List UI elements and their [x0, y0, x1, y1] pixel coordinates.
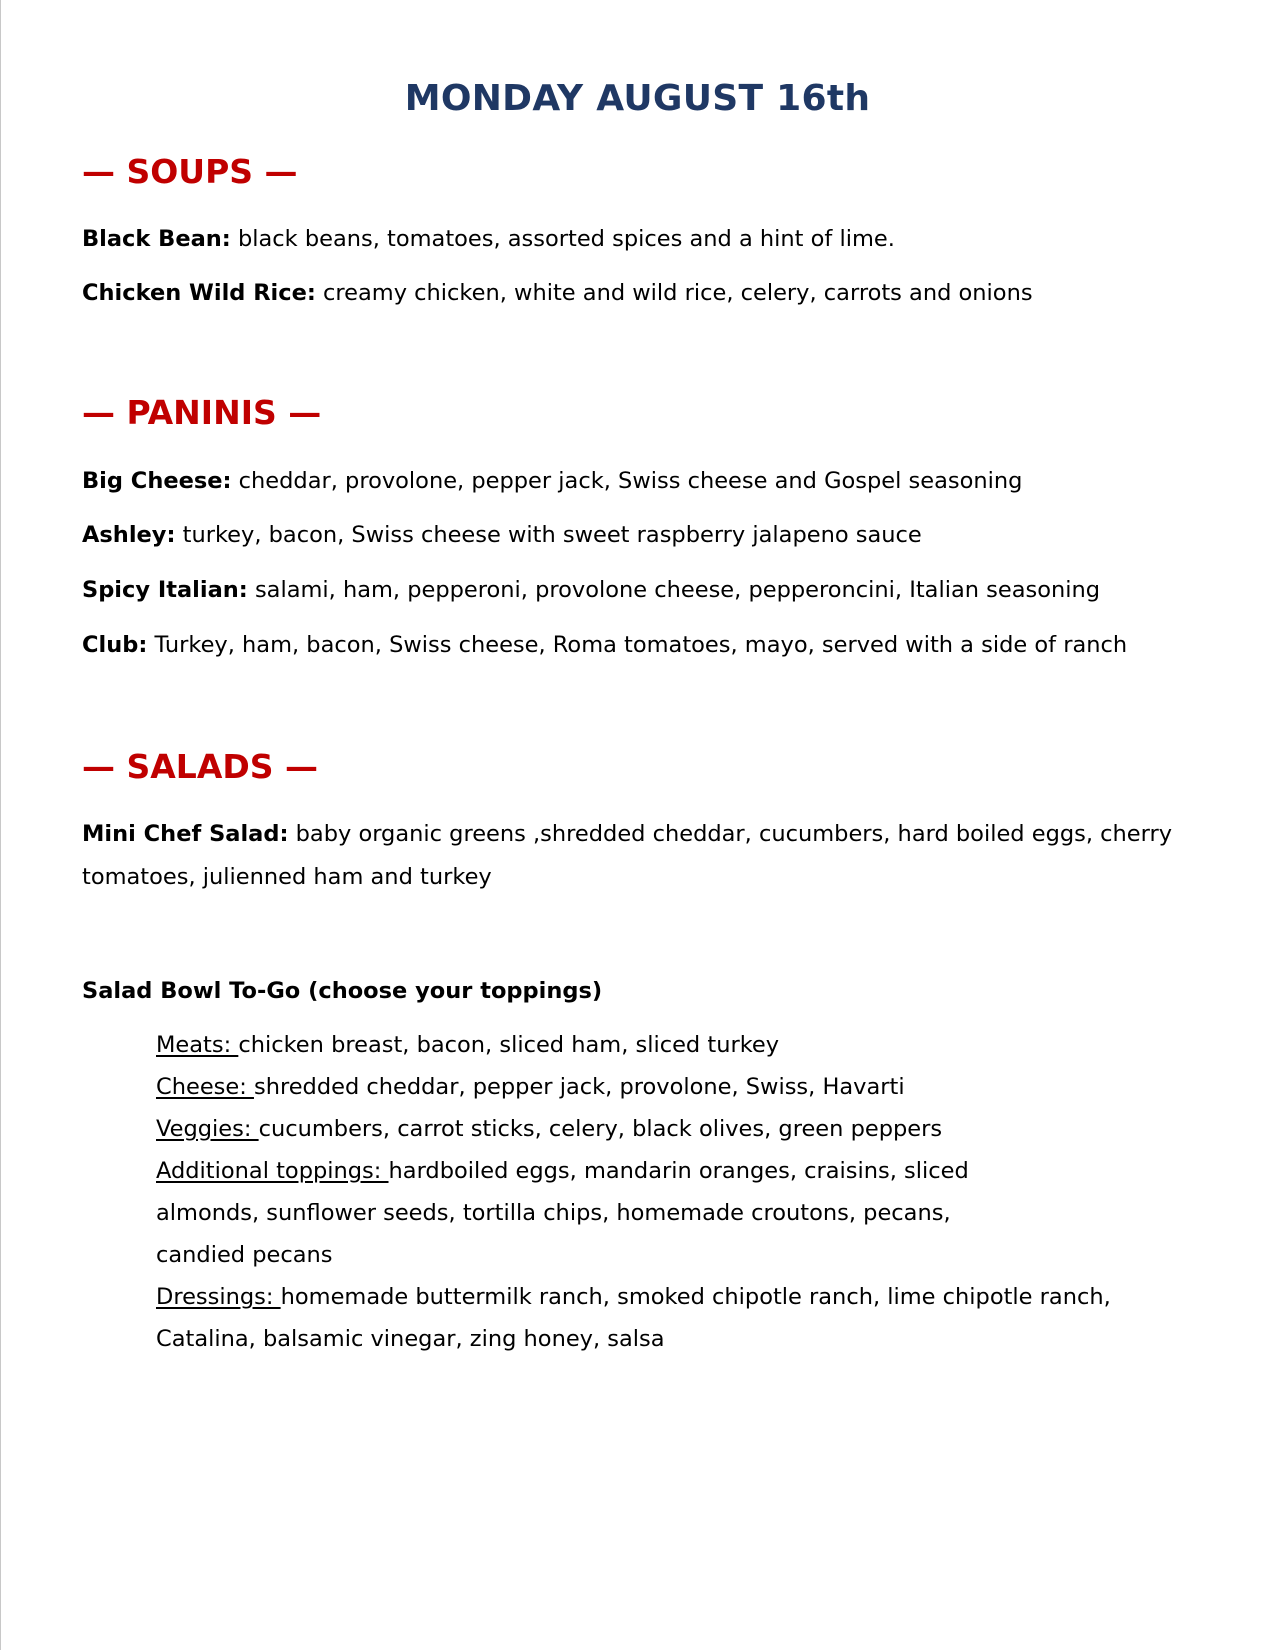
topping-label: Additional toppings: — [156, 1158, 389, 1184]
soup-item-name: Chicken Wild Rice: — [82, 280, 316, 306]
topping-label: Cheese: — [156, 1074, 254, 1100]
panini-item-name: Big Cheese: — [82, 468, 232, 494]
topping-meats — [156, 1024, 779, 1066]
topping-dressings-cont: Catalina, balsamic vinegar, zing honey, salsa — [156, 1326, 665, 1352]
panini-item-big-cheese — [82, 460, 1022, 503]
soup-item-black-bean — [82, 218, 895, 261]
panini-item-desc: Turkey, ham, bacon, Swiss cheese, Roma tomatoes, mayo, served with a side of ranch — [147, 632, 1128, 658]
panini-item-club — [82, 624, 1127, 667]
salad-item-desc: baby organic greens ,shredded cheddar, cucumbers, hard boiled eggs, cherry — [288, 821, 1173, 847]
panini-item-spicy-italian — [82, 569, 1100, 612]
topping-label: Meats: — [156, 1032, 239, 1058]
topping-additional — [156, 1150, 969, 1192]
topping-cheese — [156, 1066, 905, 1108]
soups-heading: — SOUPS — — [82, 152, 298, 191]
salad-item-name: Mini Chef Salad: — [82, 821, 289, 847]
soup-item-chicken-wild-rice — [82, 272, 1033, 315]
panini-item-desc: salami, ham, pepperoni, provolone cheese, pepperoncini, Italian seasoning — [247, 577, 1101, 603]
topping-dressings — [156, 1276, 1111, 1318]
panini-item-ashley — [82, 514, 922, 557]
soup-item-name: Black Bean: — [82, 226, 231, 252]
topping-values: homemade buttermilk ranch, smoked chipotle ranch, lime chipotle ranch, — [280, 1284, 1111, 1310]
salad-bowl-title — [82, 970, 602, 1013]
topping-values: chicken breast, bacon, sliced ham, sliced turkey — [238, 1032, 780, 1058]
topping-label: Veggies: — [156, 1116, 259, 1142]
salad-bowl-title-text: Salad Bowl To-Go (choose your toppings) — [82, 978, 603, 1004]
topping-veggies — [156, 1108, 942, 1150]
salad-item-mini-chef-cont: tomatoes, julienned ham and turkey — [82, 864, 492, 890]
panini-item-desc: cheddar, provolone, pepper jack, Swiss cheese and Gospel seasoning — [231, 468, 1023, 494]
topping-values: cucumbers, carrot sticks, celery, black olives, green peppers — [258, 1116, 943, 1142]
panini-item-desc: turkey, bacon, Swiss cheese with sweet raspberry jalapeno sauce — [175, 522, 922, 548]
page-title: MONDAY AUGUST 16th — [404, 78, 871, 119]
paninis-heading: — PANINIS — — [82, 393, 322, 432]
topping-values: hardboiled eggs, mandarin oranges, craisins, sliced — [388, 1158, 969, 1184]
topping-additional-cont: almonds, sunflower seeds, tortilla chips, homemade croutons, pecans, — [156, 1200, 951, 1226]
panini-item-name: Ashley: — [82, 522, 176, 548]
soup-item-desc: black beans, tomatoes, assorted spices and a hint of lime. — [230, 226, 895, 252]
salad-item-mini-chef — [82, 813, 1172, 856]
topping-additional-cont: candied pecans — [156, 1242, 333, 1268]
topping-values: shredded cheddar, pepper jack, provolone, Swiss, Havarti — [253, 1074, 905, 1100]
panini-item-name: Spicy Italian: — [82, 577, 248, 603]
panini-item-name: Club: — [82, 632, 148, 658]
soup-item-desc: creamy chicken, white and wild rice, celery, carrots and onions — [315, 280, 1033, 306]
salads-heading: — SALADS — — [82, 747, 319, 786]
topping-label: Dressings: — [156, 1284, 281, 1310]
